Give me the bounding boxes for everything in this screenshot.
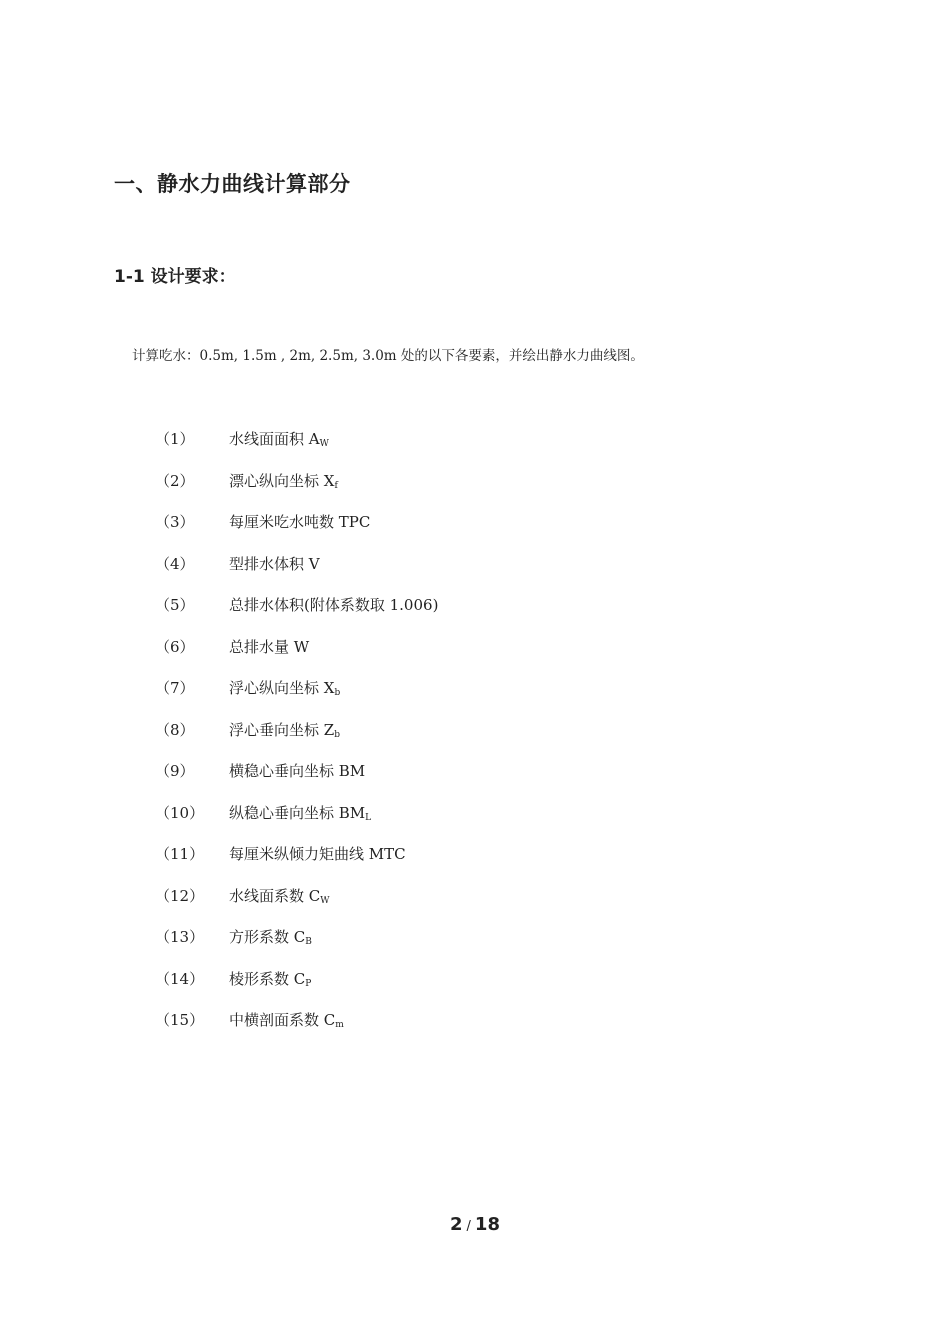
- current-page: 2: [450, 1214, 463, 1235]
- list-item: [155, 843, 438, 885]
- item-label: 纵稳心垂向坐标 BM: [229, 803, 366, 822]
- item-text: [229, 760, 365, 781]
- item-number: （13）: [155, 928, 205, 946]
- list-item: [155, 1009, 438, 1051]
- item-subscript: f: [334, 480, 338, 491]
- page-number: [0, 1214, 950, 1235]
- list-item: [155, 802, 438, 844]
- item-text: [229, 594, 438, 615]
- list-item: [155, 760, 438, 802]
- item-text: [229, 511, 370, 532]
- item-number: （5）: [155, 596, 195, 614]
- item-text: [229, 885, 330, 906]
- list-item: [155, 470, 438, 512]
- item-label: 横稳心垂向坐标 BM: [229, 762, 366, 780]
- item-subscript: b: [334, 729, 340, 740]
- item-number: （8）: [155, 720, 195, 739]
- list-item: [155, 553, 438, 595]
- requirements-list: [155, 428, 438, 1051]
- page-separator: /: [466, 1219, 471, 1234]
- item-text: [229, 470, 338, 491]
- item-text: [229, 1009, 344, 1030]
- list-item: [155, 885, 438, 927]
- item-text: [229, 843, 406, 864]
- list-item: [155, 968, 438, 1010]
- list-item: [155, 636, 438, 678]
- item-number: （15）: [155, 1011, 205, 1029]
- list-item: [155, 719, 438, 761]
- item-label: 型排水体积 V: [229, 554, 320, 573]
- item-number: （4）: [155, 554, 195, 573]
- item-text: [229, 968, 311, 989]
- item-number: （7）: [155, 679, 195, 697]
- item-label: 中横剖面系数 C: [229, 1011, 336, 1029]
- item-subscript: L: [365, 812, 372, 823]
- item-number: （14）: [155, 969, 205, 988]
- item-subscript: m: [335, 1020, 344, 1030]
- item-text: [229, 428, 329, 449]
- item-label: 总排水体积(附体系数取 1.006): [229, 596, 439, 614]
- intro-paragraph: 计算吃水：0.5m, 1.5m , 2m, 2.5m, 3.0m 处的以下各要素，并绘出静水力曲线图。: [132, 348, 644, 364]
- item-label: 漂心纵向坐标 X: [229, 471, 335, 490]
- item-number: （6）: [155, 637, 195, 656]
- item-text: [229, 553, 320, 574]
- item-text: [229, 636, 309, 657]
- item-number: （12）: [155, 886, 205, 905]
- item-text: [229, 926, 312, 947]
- item-number: （11）: [155, 845, 205, 863]
- item-number: （10）: [155, 803, 205, 822]
- item-number: （1）: [155, 430, 195, 448]
- item-subscript: B: [305, 937, 312, 947]
- item-label: 每厘米纵倾力矩曲线 MTC: [229, 845, 406, 863]
- item-text: [229, 802, 371, 823]
- list-item: [155, 926, 438, 968]
- item-label: 水线面面积 A: [229, 430, 320, 448]
- item-subscript: W: [320, 895, 330, 906]
- item-subscript: b: [334, 688, 341, 698]
- item-text: [229, 677, 340, 698]
- item-subscript: P: [305, 978, 312, 989]
- list-item: [155, 677, 438, 719]
- item-number: （2）: [155, 471, 195, 490]
- item-label: 浮心垂向坐标 Z: [229, 720, 335, 739]
- total-pages: 18: [474, 1214, 500, 1235]
- list-item: [155, 594, 438, 636]
- list-item: [155, 428, 438, 470]
- item-text: [229, 719, 340, 740]
- item-label: 每厘米吃水吨数 TPC: [229, 513, 371, 531]
- item-number: （9）: [155, 762, 195, 780]
- item-label: 总排水量 W: [229, 637, 310, 656]
- item-label: 方形系数 C: [229, 928, 306, 946]
- item-label: 水线面系数 C: [229, 886, 321, 905]
- list-item: [155, 511, 438, 553]
- section-title: 一、静水力曲线计算部分: [114, 172, 351, 196]
- item-subscript: W: [319, 439, 329, 449]
- item-label: 棱形系数 C: [229, 969, 306, 988]
- item-label: 浮心纵向坐标 X: [229, 679, 335, 697]
- subsection-title: 1-1 设计要求：: [114, 267, 236, 287]
- item-number: （3）: [155, 513, 195, 531]
